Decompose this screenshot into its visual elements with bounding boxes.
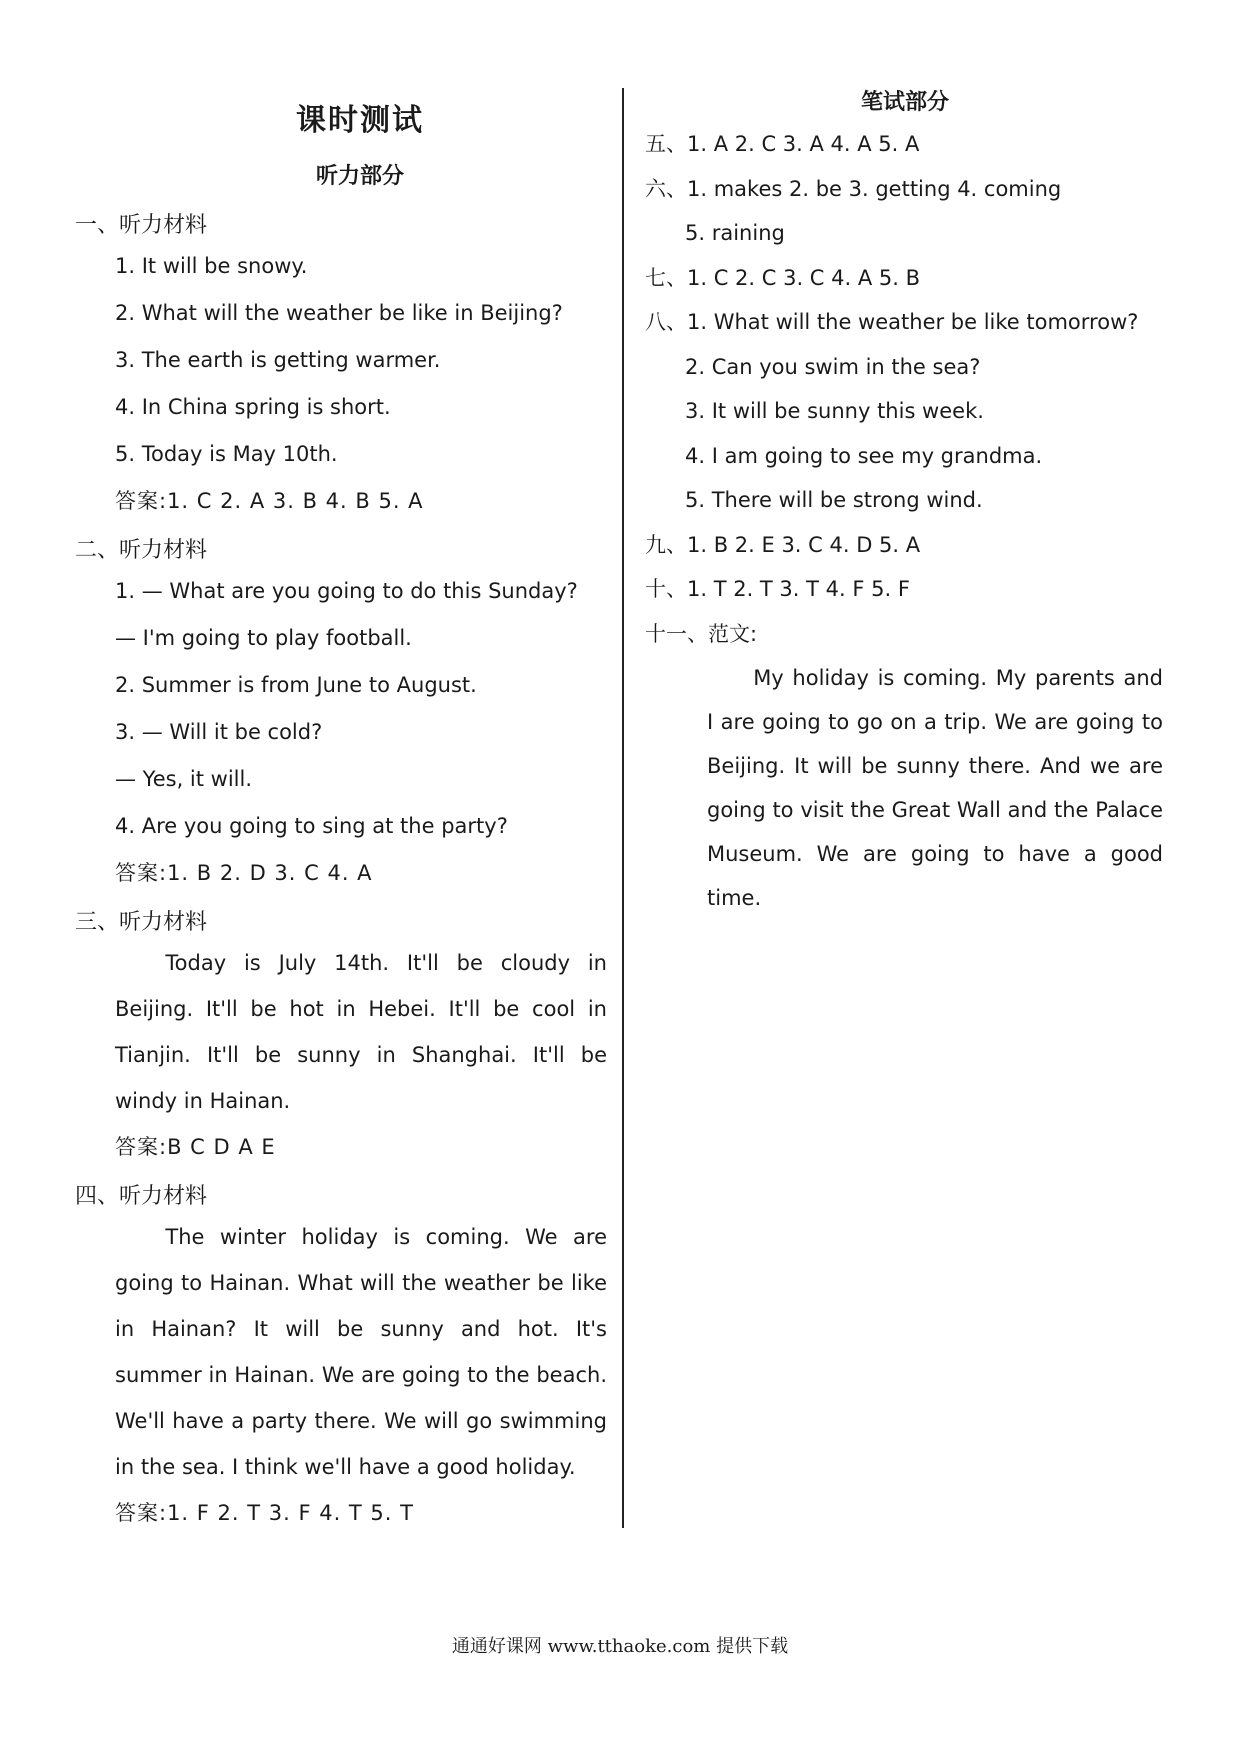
section-2-heading: 二、听力材料: [75, 538, 208, 563]
sec5-answers: 五、1. A 2. C 3. A 4. A 5. A: [645, 132, 920, 156]
sec8-line-1: 八、1. What will the weather be like tomorrow?: [645, 310, 1139, 334]
page-title: 课时测试: [296, 103, 424, 138]
sec9-answers: 九、1. B 2. E 3. C 4. D 5. A: [645, 532, 921, 557]
section-3-heading: 三、听力材料: [75, 910, 208, 935]
sec3-answer: 答案:B C D A E: [115, 1135, 276, 1159]
sec2-line-2: — I'm going to play football.: [115, 626, 412, 650]
section-4-heading: 四、听力材料: [75, 1184, 208, 1209]
sec1-line-3: 3. The earth is getting warmer.: [115, 348, 441, 372]
sec1-line-5: 5. Today is May 10th.: [115, 442, 338, 466]
sec8-line-4: 4. I am going to see my grandma.: [685, 443, 1043, 468]
left-column: [75, 95, 605, 1537]
sec2-line-6: 4. Are you going to sing at the party?: [115, 814, 508, 838]
sec8-line-3: 3. It will be sunny this week.: [685, 399, 984, 423]
sec8-line-2: 2. Can you swim in the sea?: [685, 354, 981, 379]
column-divider: [622, 88, 624, 1528]
sec6-answers-b: 5. raining: [685, 221, 785, 245]
sec1-line-1: 1. It will be snowy.: [115, 254, 308, 278]
sec2-line-1: 1. — What are you going to do this Sunday?: [115, 579, 578, 603]
sec7-answers: 七、1. C 2. C 3. C 4. A 5. B: [645, 265, 921, 290]
sec11-sample-essay: My holiday is coming. My parents and I are going to go on a trip. We are going to Beijing. It will be sunny there. And we are going to visit the Great Wall and the Palace Museum. We are going to have a good time.: [707, 666, 1163, 910]
sec6-answers-a: 六、1. makes 2. be 3. getting 4. coming: [645, 176, 1062, 201]
right-column: [645, 85, 1165, 920]
sec4-paragraph: The winter holiday is coming. We are going to Hainan. What will the weather be like in Hainan? It will be sunny and hot. It's summer in Hainan. We are going to the beach. We'll have a party there. We will go swimming in the sea. I think we'll have a good holiday.: [115, 1225, 607, 1479]
sec3-paragraph: Today is July 14th. It'll be cloudy in Beijing. It'll be hot in Hebei. It'll be cool in Tianjin. It'll be sunny in Shanghai. It'll be windy in Hainan.: [115, 951, 607, 1113]
sec2-line-5: — Yes, it will.: [115, 767, 253, 791]
sec2-answer: 答案:1. B 2. D 3. C 4. A: [115, 861, 373, 885]
sec1-line-2: 2. What will the weather be like in Beijing?: [115, 301, 563, 325]
listening-section-title: 听力部分: [315, 164, 404, 189]
writing-section-title: 笔试部分: [860, 90, 949, 115]
sec4-answer: 答案:1. F 2. T 3. F 4. T 5. T: [115, 1501, 414, 1525]
sec2-line-4: 3. — Will it be cold?: [115, 720, 323, 744]
sec2-line-3: 2. Summer is from June to August.: [115, 673, 477, 697]
sec11-heading: 十一、范文:: [645, 621, 758, 646]
sec8-line-5: 5. There will be strong wind.: [685, 488, 983, 512]
section-1-heading: 一、听力材料: [75, 213, 208, 238]
sec1-line-4: 4. In China spring is short.: [115, 395, 391, 419]
page-footer: 通通好课网 www.tthaoke.com 提供下载: [451, 1636, 789, 1657]
sec10-answers: 十、1. T 2. T 3. T 4. F 5. F: [645, 577, 910, 601]
sec1-answer: 答案:1. C 2. A 3. B 4. B 5. A: [115, 489, 424, 513]
